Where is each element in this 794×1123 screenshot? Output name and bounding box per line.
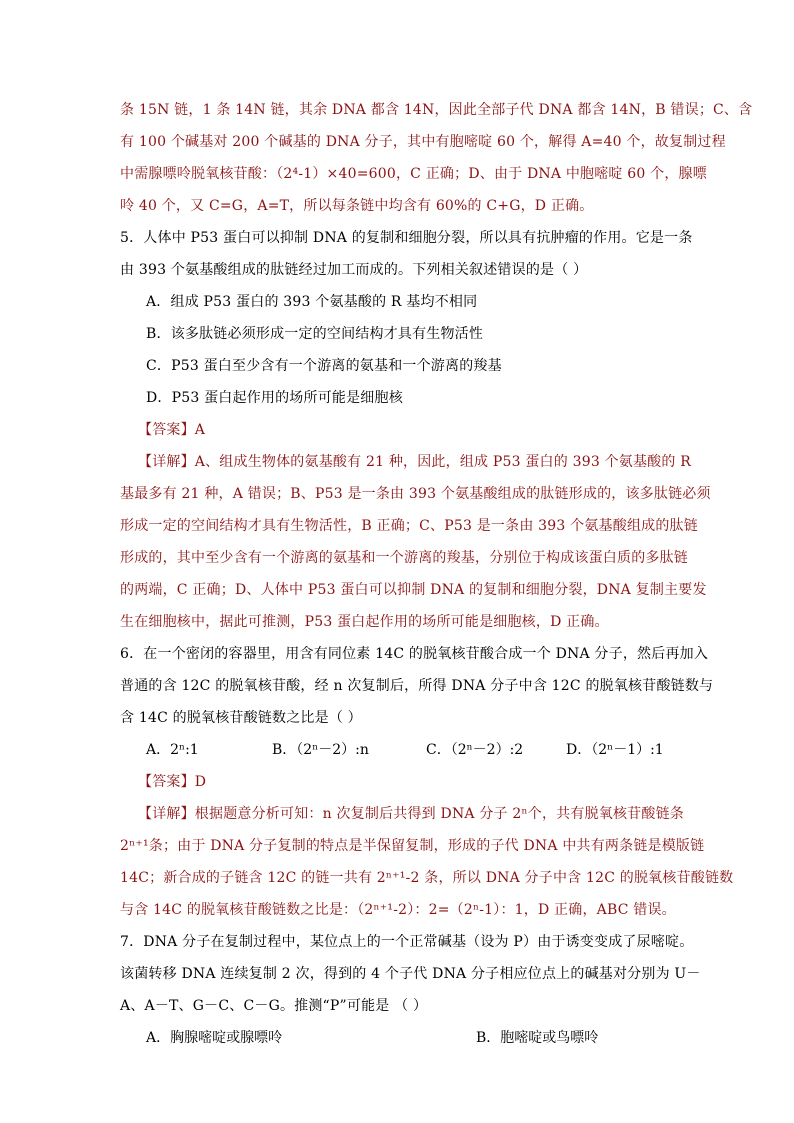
- question-6-detail: 2ⁿ⁺¹条；由于 DNA 分子复制的特点是半保留复制，形成的子代 DNA 中共有两条链是模版链: [120, 838, 705, 854]
- question-7-stem: A、A－T、G－C、C－G。推测“P”可能是 （ ）: [120, 998, 428, 1014]
- question-6-option-a: A．2ⁿ:1: [146, 742, 199, 758]
- explanation-line: 条 15N 链，1 条 14N 链，其余 DNA 都含 14N，因此全部子代 DNA 都含 14N，B 错误；C、含: [120, 102, 753, 118]
- question-5-detail: 生在细胞核中，据此可推测，P53 蛋白起作用的场所可能是细胞核，D 正确。: [120, 614, 609, 630]
- question-6-option-b: B．（2ⁿ－2）:n: [272, 742, 369, 758]
- question-7-option-b: B．胞嘧啶或鸟嘌呤: [476, 1030, 599, 1046]
- question-7-stem: 7．DNA 分子在复制过程中，某位点上的一个正常碱基（设为 P）由于诱变变成了尿嘧啶。: [120, 934, 694, 950]
- question-5-detail: 基最多有 21 种，A 错误；B、P53 是一条由 393 个氨基酸组成的肽链形成的，该多肽链必须: [120, 486, 711, 502]
- question-5-detail: 【详解】A、组成生物体的氨基酸有 21 种，因此，组成 P53 蛋白的 393 个氨基酸的 R: [138, 454, 691, 470]
- question-5-option-c: C．P53 蛋白至少含有一个游离的氨基和一个游离的羧基: [146, 358, 502, 374]
- question-5-detail: 的两端，C 正确；D、人体中 P53 蛋白可以抑制 DNA 的复制和细胞分裂，DNA 复制主要发: [120, 582, 707, 598]
- question-5-option-a: A．组成 P53 蛋白的 393 个氨基酸的 R 基均不相同: [146, 294, 478, 310]
- question-5-stem: 由 393 个氨基酸组成的肽链经过加工而成的。下列相关叙述错误的是（ ）: [120, 262, 588, 278]
- question-6-detail: 与含 14C 的脱氧核苷酸链数之比是：（2ⁿ⁺¹-2）：2=（2ⁿ-1）：1，D 正确，ABC 错误。: [120, 902, 676, 918]
- question-6-stem: 普通的含 12C 的脱氧核苷酸，经 n 次复制后，所得 DNA 分子中含 12C 的脱氧核苷酸链数与: [120, 678, 714, 694]
- question-7-option-a: A．胸腺嘧啶或腺嘌呤: [146, 1030, 283, 1046]
- question-5-option-b: B．该多肽链必须形成一定的空间结构才具有生物活性: [146, 326, 484, 342]
- question-6-detail: 14C；新合成的子链含 12C 的链一共有 2ⁿ⁺¹-2 条，所以 DNA 分子中含 12C 的脱氧核苷酸链数: [120, 870, 734, 886]
- question-6-detail: 【详解】根据题意分析可知：n 次复制后共得到 DNA 分子 2ⁿ个，共有脱氧核苷酸链条: [138, 806, 684, 822]
- question-5-detail: 形成一定的空间结构才具有生物活性，B 正确；C、P53 是一条由 393 个氨基酸组成的肽链: [120, 518, 698, 534]
- question-5-stem: 5．人体中 P53 蛋白可以抑制 DNA 的复制和细胞分裂，所以具有抗肿瘤的作用。它是一条: [120, 230, 693, 246]
- question-5-option-d: D．P53 蛋白起作用的场所可能是细胞核: [146, 390, 403, 406]
- explanation-line: 呤 40 个，又 C=G，A=T，所以每条链中均含有 60%的 C+G，D 正确。: [120, 198, 594, 214]
- question-6-answer: 【答案】D: [138, 774, 207, 790]
- question-6-stem: 6．在一个密闭的容器里，用含有同位素 14C 的脱氧核苷酸合成一个 DNA 分子，然后再加入: [120, 646, 709, 662]
- question-5-answer: 【答案】A: [138, 422, 206, 438]
- explanation-line: 有 100 个碱基对 200 个碱基的 DNA 分子，其中有胞嘧啶 60 个，解得 A=40 个，故复制过程: [120, 134, 726, 150]
- question-6-option-d: D．（2ⁿ－1）:1: [566, 742, 664, 758]
- question-6-stem: 含 14C 的脱氧核苷酸链数之比是（ ）: [120, 710, 362, 726]
- question-7-stem: 该菌转移 DNA 连续复制 2 次，得到的 4 个子代 DNA 分子相应位点上的碱基对分别为 U－: [120, 966, 701, 982]
- question-6-option-c: C．（2ⁿ－2）:2: [426, 742, 524, 758]
- question-5-detail: 形成的，其中至少含有一个游离的氨基和一个游离的羧基，分别位于构成该蛋白质的多肽链: [120, 550, 688, 566]
- explanation-line: 中需腺嘌呤脱氧核苷酸：（2⁴-1）×40=600，C 正确；D、由于 DNA 中胞嘧啶 60 个，腺嘌: [120, 166, 707, 182]
